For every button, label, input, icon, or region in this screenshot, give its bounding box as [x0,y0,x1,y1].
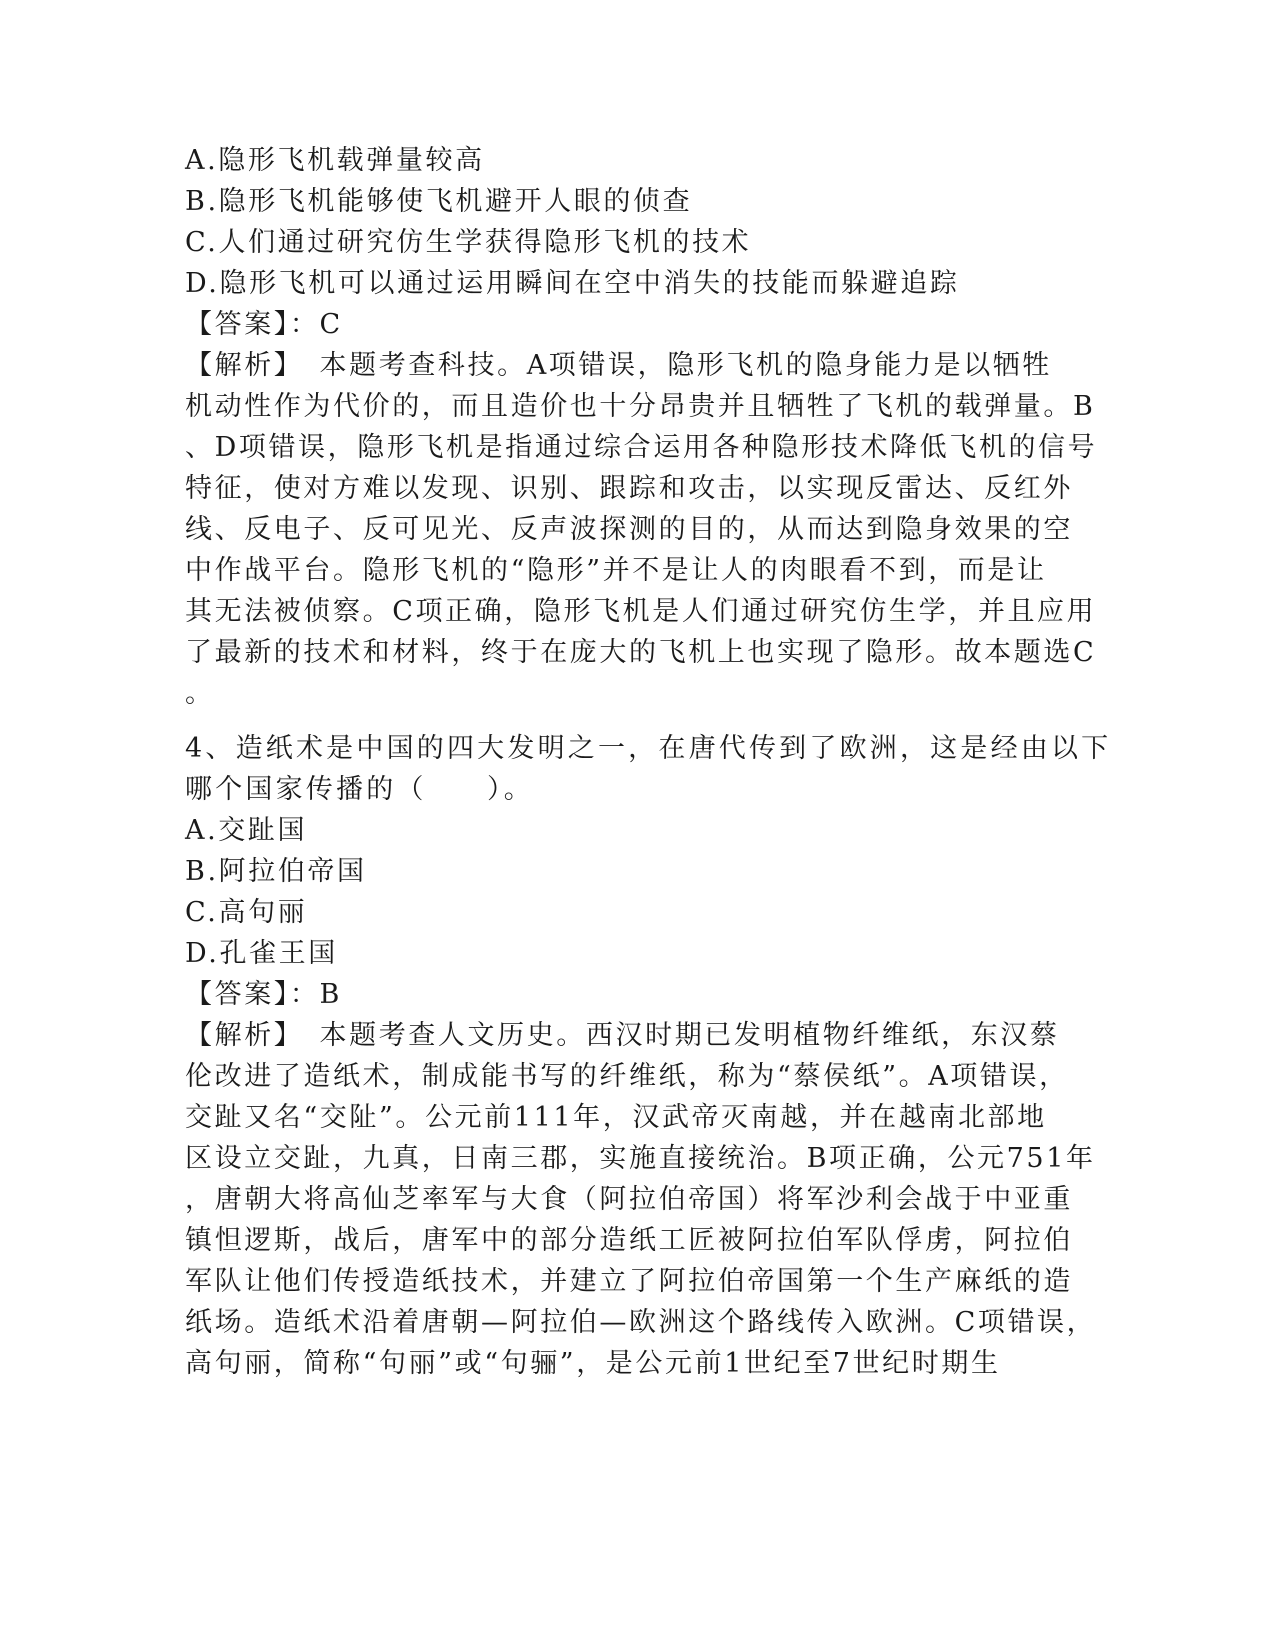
q3-option-c: C.人们通过研究仿生学获得隐形飞机的技术 [185,227,752,258]
q3-option-d: D.隐形飞机可以通过运用瞬间在空中消失的技能而躲避追踪 [185,268,960,299]
q4-option-d: D.孔雀王国 [185,938,338,969]
q4-option-c: C.高句丽 [185,897,308,928]
q4-analysis-line: 高句丽，简称“句丽”或“句骊”，是公元前1世纪至7世纪时期生 [185,1348,1001,1379]
q4-analysis-line: 镇怛逻斯，战后，唐军中的部分造纸工匠被阿拉伯军队俘虏，阿拉伯 [185,1225,1073,1256]
q4-answer: 【答案】：B [185,979,342,1010]
q3-analysis-line: 中作战平台。隐形飞机的“隐形”并不是让人的肉眼看不到，而是让 [185,555,1047,586]
q4-analysis-line: 区设立交趾，九真，日南三郡，实施直接统治。B项正确，公元751年 [185,1143,1096,1174]
q3-analysis-line: 机动性作为代价的，而且造价也十分昂贵并且牺牲了飞机的载弹量。B [185,391,1096,422]
q4-option-b: B.阿拉伯帝国 [185,856,367,887]
q3-option-a: A.隐形飞机载弹量较高 [185,145,485,176]
q3-option-b: B.隐形飞机能够使飞机避开人眼的侦查 [185,186,693,217]
q3-analysis-line: 【解析】 本题考查科技。A项错误，隐形飞机的隐身能力是以牺牲 [185,350,1052,381]
q3-analysis-line: 。 [185,678,215,709]
q4-analysis-line: 交趾又名“交阯”。公元前111年，汉武帝灭南越，并在越南北部地 [185,1102,1047,1133]
q4-analysis-line: 【解析】 本题考查人文历史。西汉时期已发明植物纤维纸，东汉蔡 [185,1020,1060,1051]
q4-option-a: A.交趾国 [185,815,308,846]
q4-analysis-line: 伦改进了造纸术，制成能书写的纤维纸，称为“蔡侯纸”。A项错误， [185,1061,1069,1092]
q3-analysis-line: 线、反电子、反可见光、反声波探测的目的，从而达到隐身效果的空 [185,514,1073,545]
q3-analysis-line: 、D项错误，隐形飞机是指通过综合运用各种隐形技术降低飞机的信号 [185,432,1098,463]
q3-analysis-line: 了最新的技术和材料，终于在庞大的飞机上也实现了隐形。故本题选C [185,637,1097,668]
q4-question-line: 4、造纸术是中国的四大发明之一，在唐代传到了欧洲，这是经由以下 [185,733,1112,764]
q4-analysis-line: ，唐朝大将高仙芝率军与大食（阿拉伯帝国）将军沙利会战于中亚重 [185,1184,1073,1215]
q3-analysis-line: 其无法被侦察。C项正确，隐形飞机是人们通过研究仿生学，并且应用 [185,596,1097,627]
q3-analysis-line: 特征，使对方难以发现、识别、跟踪和攻击，以实现反雷达、反红外 [185,473,1073,504]
q4-analysis-line: 纸场。造纸术沿着唐朝—阿拉伯—欧洲这个路线传入欧洲。C项错误， [185,1307,1097,1338]
q4-question-line: 哪个国家传播的（ ）。 [185,774,534,805]
q3-answer: 【答案】：C [185,309,343,340]
q4-analysis-line: 军队让他们传授造纸技术，并建立了阿拉伯帝国第一个生产麻纸的造 [185,1266,1073,1297]
